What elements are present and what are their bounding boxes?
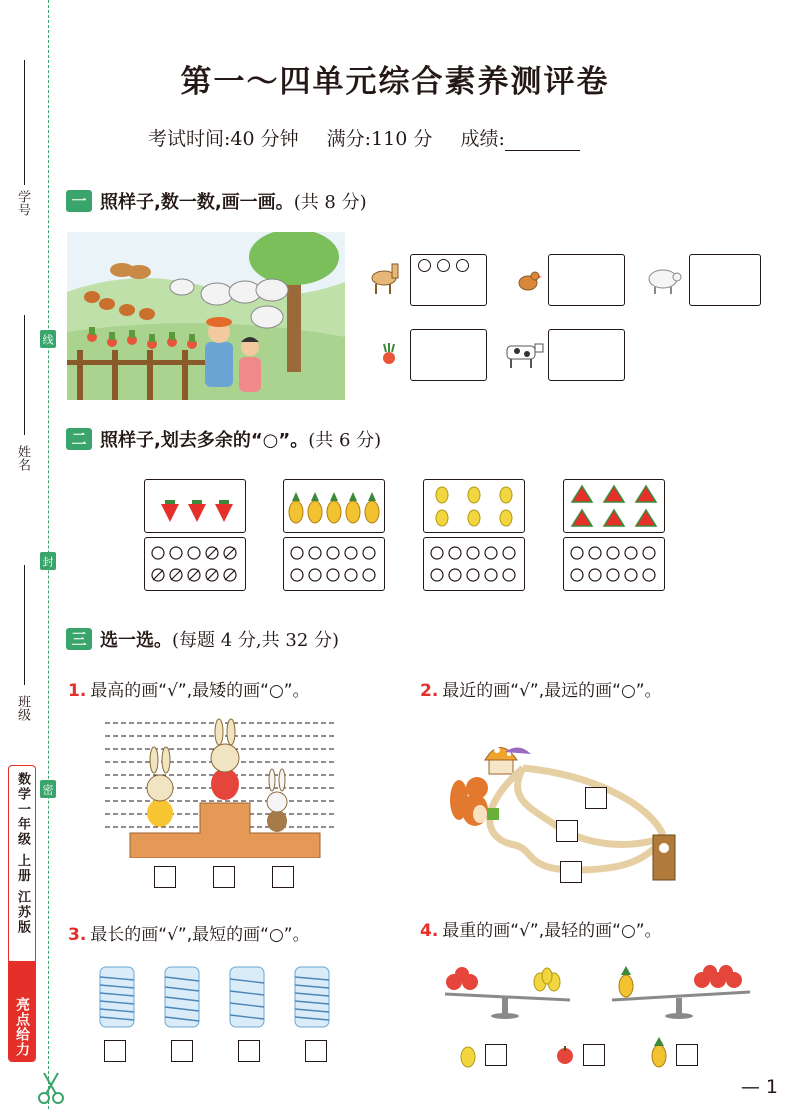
- section-one-text: 照样子,数一数,画一画。: [100, 192, 294, 213]
- q3-answer-box-3[interactable]: [238, 1040, 260, 1062]
- q1-answer-box-3[interactable]: [272, 866, 294, 888]
- q3-answer-box-1[interactable]: [104, 1040, 126, 1062]
- rabbits-height-illustration: [105, 718, 337, 858]
- apple-icon: [554, 1044, 576, 1066]
- pear-circle-box[interactable]: [423, 537, 525, 591]
- section-two-text: 照样子,划去多余的“○”。: [100, 430, 309, 451]
- chicken-count-box[interactable]: [548, 254, 625, 306]
- student-id-label: 学号: [15, 190, 30, 216]
- class-line: [24, 565, 25, 685]
- brand-name: 亮点给力: [14, 997, 30, 1057]
- name-line: [24, 315, 25, 435]
- section-one-heading: [66, 188, 367, 214]
- q4-answer-box-apple[interactable]: [583, 1044, 605, 1066]
- question-4-number: 4.: [420, 921, 439, 941]
- empty-circles: [564, 538, 664, 590]
- section-one-number: 一: [66, 190, 92, 212]
- exam-time: 考试时间:40 分钟: [148, 128, 299, 150]
- pineapple-icon: [284, 480, 384, 532]
- pineapple-group-box: [283, 479, 385, 533]
- watermelon-icon: [564, 480, 664, 532]
- class-label: 班级: [15, 695, 30, 721]
- q3-answer-box-4[interactable]: [305, 1040, 327, 1062]
- question-4: [420, 916, 662, 941]
- rope-wound-cylinders-illustration: [90, 963, 340, 1031]
- question-3: [68, 920, 310, 945]
- q4-answer-box-pear[interactable]: [485, 1044, 507, 1066]
- chicken-icon: [516, 268, 542, 294]
- question-1-text: 最高的画“√”,最矮的画“○”。: [90, 681, 310, 701]
- score-blank[interactable]: [505, 132, 580, 151]
- question-1: [68, 676, 310, 701]
- book-brand-strip: [8, 765, 36, 1062]
- exam-meta: [148, 124, 602, 151]
- pear-icon: [458, 1042, 478, 1068]
- pineapple-circle-box[interactable]: [283, 537, 385, 591]
- section-three-text: 选一选。: [100, 630, 172, 651]
- q2-answer-box-1[interactable]: [585, 787, 607, 809]
- page-number: — 1: [740, 1076, 778, 1098]
- section-two-number: 二: [66, 428, 92, 450]
- sheep-count-box[interactable]: [689, 254, 761, 306]
- scissors-icon: [36, 1070, 66, 1106]
- section-two-score: (共 6 分): [308, 430, 382, 451]
- pear-group-box: [423, 479, 525, 533]
- sheep-icon: [645, 265, 683, 295]
- strawberry-icon: [145, 480, 245, 532]
- empty-circles: [424, 538, 524, 590]
- book-info: 数学一年级 上册 江苏版: [15, 772, 30, 936]
- question-2: [420, 676, 662, 701]
- question-3-text: 最长的画“√”,最短的画“○”。: [90, 925, 310, 945]
- horse-icon: [368, 260, 402, 296]
- seal-line-mark: 线: [40, 330, 56, 348]
- pineapple-icon: [648, 1036, 670, 1068]
- q2-answer-box-3[interactable]: [560, 861, 582, 883]
- question-1-number: 1.: [68, 681, 87, 701]
- q3-answer-box-2[interactable]: [171, 1040, 193, 1062]
- strawberry-circle-box[interactable]: [144, 537, 246, 591]
- strawberry-group-box: [144, 479, 246, 533]
- section-one-score: (共 8 分): [293, 192, 367, 213]
- example-circles: [417, 259, 470, 272]
- section-three-number: 三: [66, 628, 92, 650]
- watermelon-circle-box[interactable]: [563, 537, 665, 591]
- section-three-heading: [66, 626, 339, 652]
- q2-answer-box-2[interactable]: [556, 820, 578, 842]
- watermelon-group-box: [563, 479, 665, 533]
- q1-answer-box-1[interactable]: [154, 866, 176, 888]
- q4-answer-box-pineapple[interactable]: [676, 1044, 698, 1066]
- balance-scales-illustration: [440, 960, 760, 1022]
- seal-secret-mark: 密: [40, 780, 56, 798]
- question-3-number: 3.: [68, 925, 87, 945]
- pear-icon: [424, 480, 524, 532]
- question-4-text: 最重的画“√”,最轻的画“○”。: [442, 921, 662, 941]
- carrot-count-box[interactable]: [410, 329, 487, 381]
- seal-seal-mark: 封: [40, 552, 56, 570]
- horse-count-box[interactable]: [410, 254, 487, 306]
- question-2-number: 2.: [420, 681, 439, 701]
- score-label: 成绩:: [460, 128, 505, 150]
- section-three-score: (每题 4 分,共 32 分): [172, 630, 340, 651]
- question-2-text: 最近的画“√”,最远的画“○”。: [442, 681, 662, 701]
- section-two-heading: [66, 426, 381, 452]
- name-label: 姓名: [15, 445, 30, 471]
- empty-circles: [284, 538, 384, 590]
- q1-answer-box-2[interactable]: [213, 866, 235, 888]
- crossed-circles: [145, 538, 245, 590]
- full-score: 满分:110 分: [326, 128, 433, 150]
- carrot-icon: [378, 342, 400, 366]
- cow-count-box[interactable]: [548, 329, 625, 381]
- page-title: 第一～四单元综合素养测评卷: [180, 64, 610, 100]
- cow-icon: [503, 340, 545, 370]
- farm-scene-illustration: [67, 232, 345, 400]
